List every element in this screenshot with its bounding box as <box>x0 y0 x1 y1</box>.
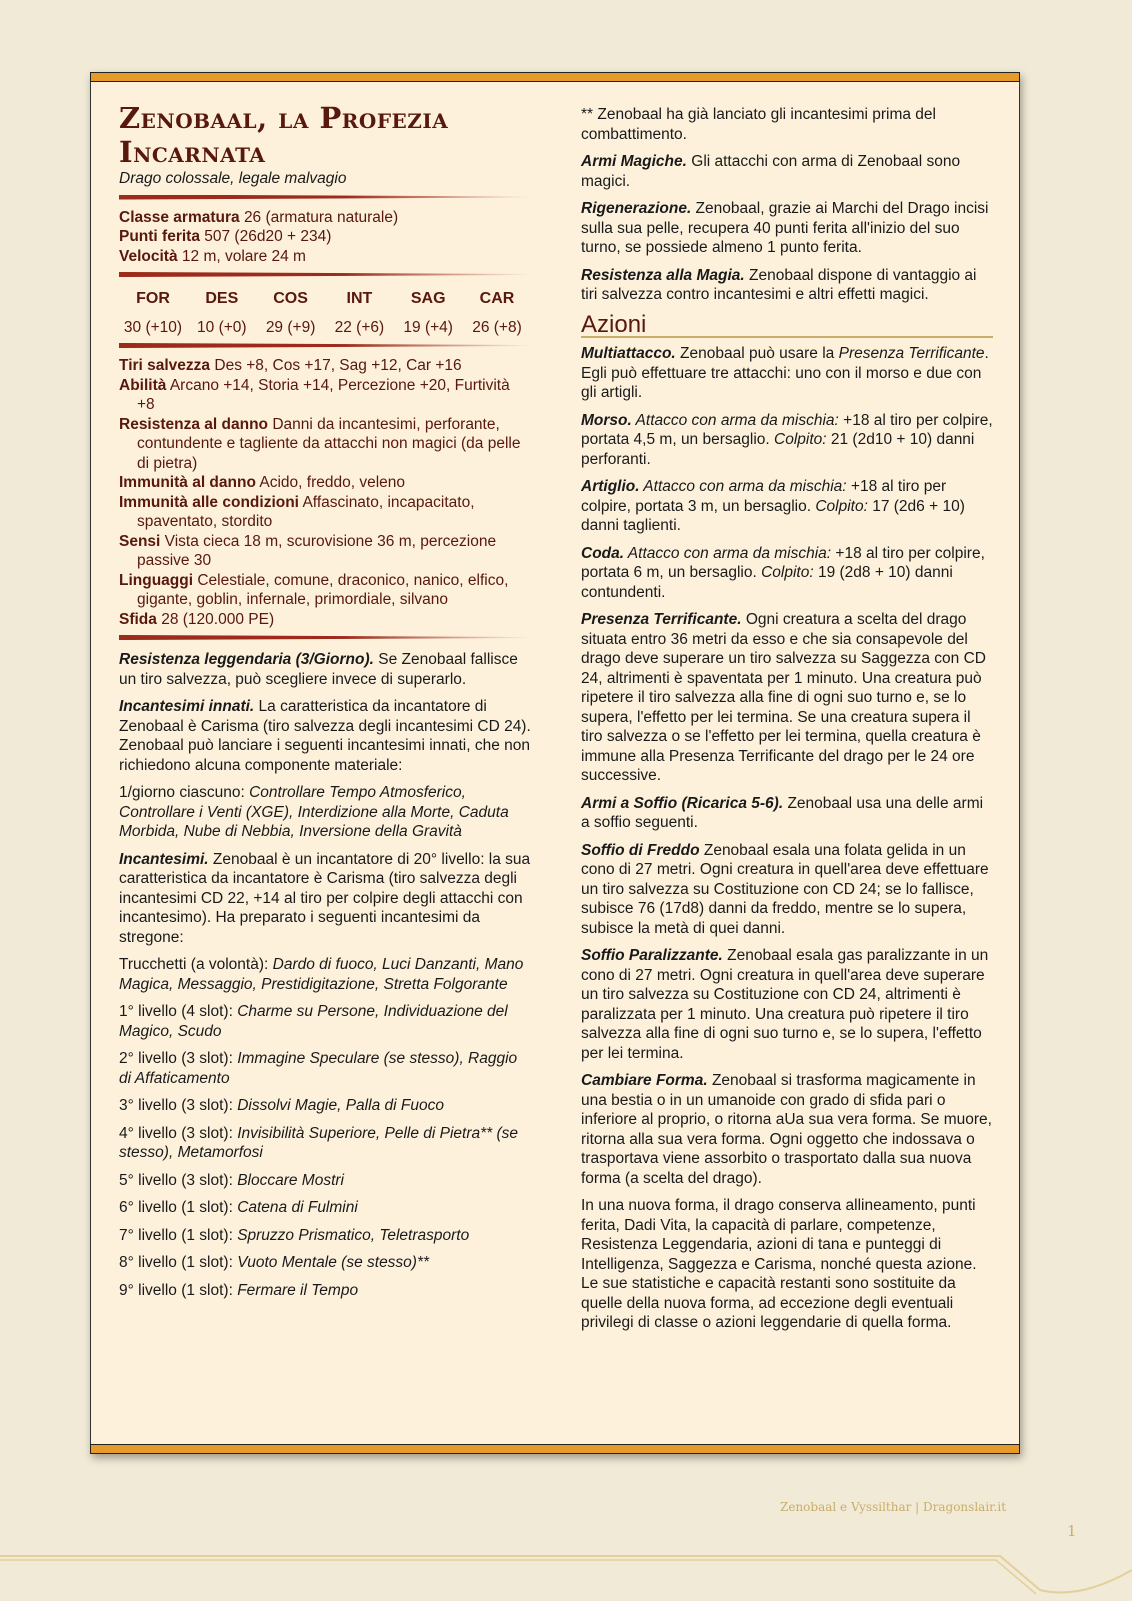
trait-entry <box>119 955 531 994</box>
bottom-border-bar <box>90 1444 1020 1454</box>
entry-name: Soffio di Freddo <box>581 841 700 859</box>
entry-name: Incantesimi. <box>119 850 209 868</box>
property-value: 28 (120.000 PE) <box>161 610 275 628</box>
property-value: Affascinato, incapacitato, spaventato, stordito <box>137 493 475 530</box>
actions-heading: Azioni <box>581 315 993 339</box>
property-value: 26 (armatura naturale) <box>243 208 399 226</box>
footer-text: Zenobaal e Vyssilthar | Dragonslair.it <box>780 1500 1007 1514</box>
divider <box>119 195 531 200</box>
ability-name: SAG <box>410 290 446 307</box>
trait-entry <box>119 1253 531 1273</box>
trait-entry <box>119 1002 531 1041</box>
property-line <box>119 356 531 376</box>
entry-name: Presenza Terrificante. <box>581 611 742 628</box>
entry-text: Zenobaal esala gas paralizzante in un cono di 27 metri. Ogni creatura in quell'area deve superare un tiro salvezza su Costituzione con CD 24, altrimenti è paralizzata per 1 minuto. Una creatura può ripetere il tiro salvezza alla fine di ogni suo turno e, se lo supera, l'effetto per lei termina. <box>581 947 989 1062</box>
entry-text: Catena di Fulmini <box>237 1199 358 1216</box>
entry-text: Zenobaal usa una delle armi a soffio seguenti. <box>581 794 984 831</box>
entry-text: Spruzzo Prismatico, Teletrasporto <box>237 1226 470 1244</box>
ability-score: 30 (+10) <box>123 318 183 336</box>
entry-text: ** Zenobaal ha già lanciato gli incantesimi prima del combattimento. <box>581 106 936 143</box>
entry-text: Attacco con arma da mischia: <box>631 411 839 429</box>
entry-text: +18 al tiro per colpire, portata 6 m, un bersaglio. <box>581 544 985 581</box>
entry-text: 7° livello (1 slot): <box>119 1226 238 1244</box>
entry-text: Attacco con arma da mischia: <box>624 544 832 562</box>
entry-text: Charme su Persone, Individuazione del Magico, Scudo <box>119 1003 508 1040</box>
property-value: Vista cieca 18 m, scurovisione 36 m, percezione passive 30 <box>137 532 497 569</box>
ability-des <box>188 289 256 337</box>
ability-score: 22 (+6) <box>334 318 385 336</box>
entry-text: Vuoto Mentale (se stesso)** <box>237 1254 430 1271</box>
trait-entry <box>119 1281 531 1301</box>
property-label: Resistenza al danno <box>119 415 269 433</box>
entry-text: Dissolvi Magie, Palla di Fuoco <box>237 1097 444 1114</box>
property-label: Immunità al danno <box>119 474 256 491</box>
entry-text: Colpito: <box>774 431 827 448</box>
entry-text: Ogni creatura a scelta del drago situata entro 36 metri da esso e che sia consapevole del drago deve superare un tiro salvezza su Saggezza con CD 24, altrimenti è spaventata per 1 minuto. Una creatura può ripetere il tiro salvezza alla fine di ogni suo turno e, se lo supera, l'effetto per lei termina. Se una creatura supera il tiro salvezza o se l'effetto per lei termina, quella creatura è immune alla Presenza Terrificante del drago per le 24 ore successive. <box>581 611 986 784</box>
ability-name: DES <box>205 290 239 307</box>
entry-text: +18 al tiro per colpire, portata 3 m, un bersaglio. <box>581 478 947 515</box>
entry-text: 1/giorno ciascuno: <box>119 784 250 801</box>
ability-car <box>463 289 531 337</box>
entry-name: Soffio Paralizzante. <box>581 947 723 964</box>
property-value: Acido, freddo, veleno <box>259 474 406 491</box>
entry-text: La caratteristica da incantatore di Zenobaal è Carisma (tiro salvezza degli incantesimi CD 24). Zenobaal può lanciare i seguenti incantesimi innati, che non richiedono alcuna componente materiale: <box>119 698 531 774</box>
entry-text: 9° livello (1 slot): <box>119 1281 238 1299</box>
entry-name: Rigenerazione. <box>581 200 692 217</box>
entry-text: Gli attacchi con arma di Zenobaal sono magici. <box>581 153 961 190</box>
property-line <box>119 376 531 415</box>
trait-entry <box>119 1124 531 1163</box>
entry-text: +18 al tiro per colpire, portata 4,5 m, un bersaglio. <box>581 411 993 448</box>
trait-entry <box>581 152 993 191</box>
property-value: Arcano +14, Storia +14, Percezione +20, Furtività +8 <box>137 376 510 413</box>
property-label: Classe armatura <box>119 208 240 226</box>
footer-ornament <box>0 1550 1132 1601</box>
trait-entry <box>119 1171 531 1191</box>
entry-text: Zenobaal dispone di vantaggio ai tiri salvezza contro incantesimi e altri effetti magici. <box>581 266 977 303</box>
ability-score: 19 (+4) <box>403 318 453 336</box>
trait-entry <box>581 199 993 258</box>
entry-text: 21 (2d10 + 10) danni perforanti. <box>581 431 975 468</box>
entry-text: Trucchetti (a volontà): <box>119 956 273 973</box>
action-entry <box>581 411 993 470</box>
property-label: Punti ferita <box>119 228 200 245</box>
property-label: Velocità <box>119 247 178 265</box>
property-line <box>119 571 531 610</box>
trait-entry <box>119 850 531 948</box>
stat-block <box>90 72 1020 1454</box>
ability-for <box>119 289 187 337</box>
trait-entry <box>119 650 531 689</box>
entry-text: 17 (2d6 + 10) danni taglienti. <box>581 497 965 534</box>
property-label: Abilità <box>119 376 167 394</box>
entry-name: Armi a Soffio (Ricarica 5-6). <box>581 794 784 812</box>
entry-text: Fermare il Tempo <box>237 1281 359 1299</box>
entry-name: Incantesimi innati. <box>119 698 255 715</box>
entry-text: Zenobaal esala una folata gelida in un cono di 27 metri. Ogni creatura in quell'area deve effettuare un tiro salvezza su Costituzione con CD 24; se lo fallisce, subisce 76 (17d8) danni da freddo, mentre se lo supera, subisce la metà di quei danni. <box>581 841 989 937</box>
entry-text: 6° livello (1 slot): <box>119 1199 238 1216</box>
entry-name: Artiglio. <box>581 478 640 495</box>
property-line <box>119 532 531 571</box>
ability-name: FOR <box>136 290 170 307</box>
ability-score: 10 (+0) <box>197 318 247 336</box>
action-entry <box>581 1196 993 1333</box>
ability-int <box>325 289 393 337</box>
monster-type: Drago colossale, legale malvagio <box>119 170 347 187</box>
action-entry <box>581 794 993 833</box>
property-label: Immunità alle condizioni <box>119 493 299 511</box>
entry-text: Dardo di fuoco, Luci Danzanti, Mano Magica, Messaggio, Prestidigitazione, Stretta Folgorante <box>119 956 524 993</box>
entry-text: Immagine Speculare (se stesso), Raggio di Affaticamento <box>119 1050 518 1087</box>
entry-name: Resistenza leggendaria (3/Giorno). <box>119 651 374 668</box>
property-value: Celestiale, comune, draconico, nanico, elfico, gigante, goblin, infernale, primordiale, silvano <box>137 571 509 608</box>
trait-entry <box>119 1049 531 1088</box>
entry-name: Coda. <box>581 544 625 562</box>
entry-text: Invisibilità Superiore, Pelle di Pietra** (se stesso), Metamorfosi <box>119 1124 519 1161</box>
divider <box>119 272 531 277</box>
entry-text: 2° livello (3 slot): <box>119 1050 238 1067</box>
property-value: Des +8, Cos +17, Sag +12, Car +16 <box>214 357 462 374</box>
property-line <box>119 473 531 493</box>
left-column <box>119 101 531 1308</box>
action-entry <box>581 477 993 536</box>
entry-text: 19 (2d8 + 10) danni contundenti. <box>581 564 953 601</box>
trait-entry <box>581 105 993 144</box>
action-entry <box>581 841 993 939</box>
divider <box>119 635 531 640</box>
ability-name: COS <box>273 290 308 307</box>
entry-text: 3° livello (3 slot): <box>119 1097 238 1114</box>
property-line <box>119 227 531 247</box>
property-value: 12 m, volare 24 m <box>181 247 306 265</box>
entry-name: Resistenza alla Magia. <box>581 266 745 284</box>
divider <box>119 343 531 348</box>
property-value: 507 (26d20 + 234) <box>204 228 332 245</box>
action-entry <box>581 1071 993 1188</box>
entry-text: Zenobaal può usare la <box>675 345 839 362</box>
ability-scores <box>119 289 531 337</box>
trait-entry <box>119 1226 531 1246</box>
entry-name: Morso. <box>581 411 632 429</box>
property-label: Sensi <box>119 532 161 550</box>
ability-score: 26 (+8) <box>472 318 522 336</box>
entry-text: Presenza Terrificante <box>838 345 985 362</box>
entry-text: 1° livello (4 slot): <box>119 1003 238 1020</box>
entry-text: Zenobaal è un incantatore di 20° livello: la sua caratteristica da incantatore è Carisma (tiro salvezza degli incantesimi CD 22, +14 al tiro per colpire degli attacchi con incantesimo). Ha preparato i seguenti incantesimi da stregone: <box>119 850 531 946</box>
entry-text: Zenobaal si trasforma magicamente in una bestia o in un umanoide con grado di sfida pari o inferiore al proprio, o ritorna aUa sua vera forma. Se muore, ritorna alla sua vera forma. Ogni oggetto che indossava o trasportava viene assorbito o trasportato dalla sua nuova forma (a scelta del drago). <box>581 1072 992 1187</box>
property-line <box>119 415 531 474</box>
entry-text: . Egli può effettuare tre attacchi: uno con il morso e due con gli artigli. <box>581 345 989 401</box>
entry-text: Se Zenobaal fallisce un tiro salvezza, può scegliere invece di superarlo. <box>119 651 518 688</box>
property-value: Danni da incantesimi, perforante, contundente e tagliente da attacchi non magici (da pelle di pietra) <box>137 415 521 472</box>
ability-name: INT <box>346 290 373 307</box>
property-label: Sfida <box>119 610 157 628</box>
basic-stats <box>119 208 531 267</box>
top-border-bar <box>90 72 1020 82</box>
right-traits <box>581 105 993 305</box>
entry-text: 4° livello (3 slot): <box>119 1124 238 1142</box>
ability-name: CAR <box>479 290 515 307</box>
monster-name: Zenobaal, la Profezia Incarnata <box>119 101 449 169</box>
trait-entry <box>119 697 531 775</box>
actions-list <box>581 344 993 1333</box>
trait-entry <box>119 783 531 842</box>
entry-text: Colpito: <box>761 564 814 581</box>
entry-text: 5° livello (3 slot): <box>119 1171 238 1189</box>
entry-text: Bloccare Mostri <box>237 1171 344 1189</box>
left-traits <box>119 650 531 1300</box>
action-entry <box>581 344 993 403</box>
entry-text: Colpito: <box>815 497 868 515</box>
trait-entry <box>119 1096 531 1116</box>
trait-entry <box>119 1198 531 1218</box>
entry-text: Zenobaal, grazie ai Marchi del Drago incisi sulla sua pelle, recupera 40 punti ferita all'inizio del suo turno, se possiede almeno 1 punto ferita. <box>581 200 989 256</box>
entry-name: Armi Magiche. <box>581 153 687 170</box>
entry-text: Attacco con arma da mischia: <box>639 478 847 495</box>
property-label: Tiri salvezza <box>119 357 211 374</box>
action-entry <box>581 544 993 603</box>
property-line <box>119 208 531 228</box>
entry-text: 8° livello (1 slot): <box>119 1254 238 1271</box>
ability-score: 29 (+9) <box>265 318 316 336</box>
property-label: Linguaggi <box>119 571 194 589</box>
property-line <box>119 493 531 532</box>
action-entry <box>581 610 993 786</box>
ability-cos <box>257 289 325 337</box>
entry-name: Multiattacco. <box>581 345 676 362</box>
page-number: 1 <box>1067 1522 1077 1540</box>
right-column <box>581 105 993 1341</box>
property-line <box>119 247 531 267</box>
action-entry <box>581 946 993 1063</box>
entry-text: Controllare Tempo Atmosferico, Controllare i Venti (XGE), Interdizione alla Morte, Caduta Morbida, Nube di Nebbia, Inversione della Gravità <box>119 784 509 840</box>
entry-text: In una nuova forma, il drago conserva allineamento, punti ferita, Dadi Vita, la capacità di parlare, competenze, Resistenza Leggendaria, azioni di tana e punteggi di Intelligenza, Saggezza e Carisma, nonché questa azione. Le sue statistiche e capacità restanti sono sostituite da quelle della nuova forma, ad eccezione degli eventuali privilegi di classe o azioni leggendarie di quella forma. <box>581 1197 977 1331</box>
entry-name: Cambiare Forma. <box>581 1072 708 1089</box>
detail-stats <box>119 356 531 629</box>
trait-entry <box>581 266 993 305</box>
ability-sag <box>394 289 462 337</box>
property-line <box>119 610 531 630</box>
